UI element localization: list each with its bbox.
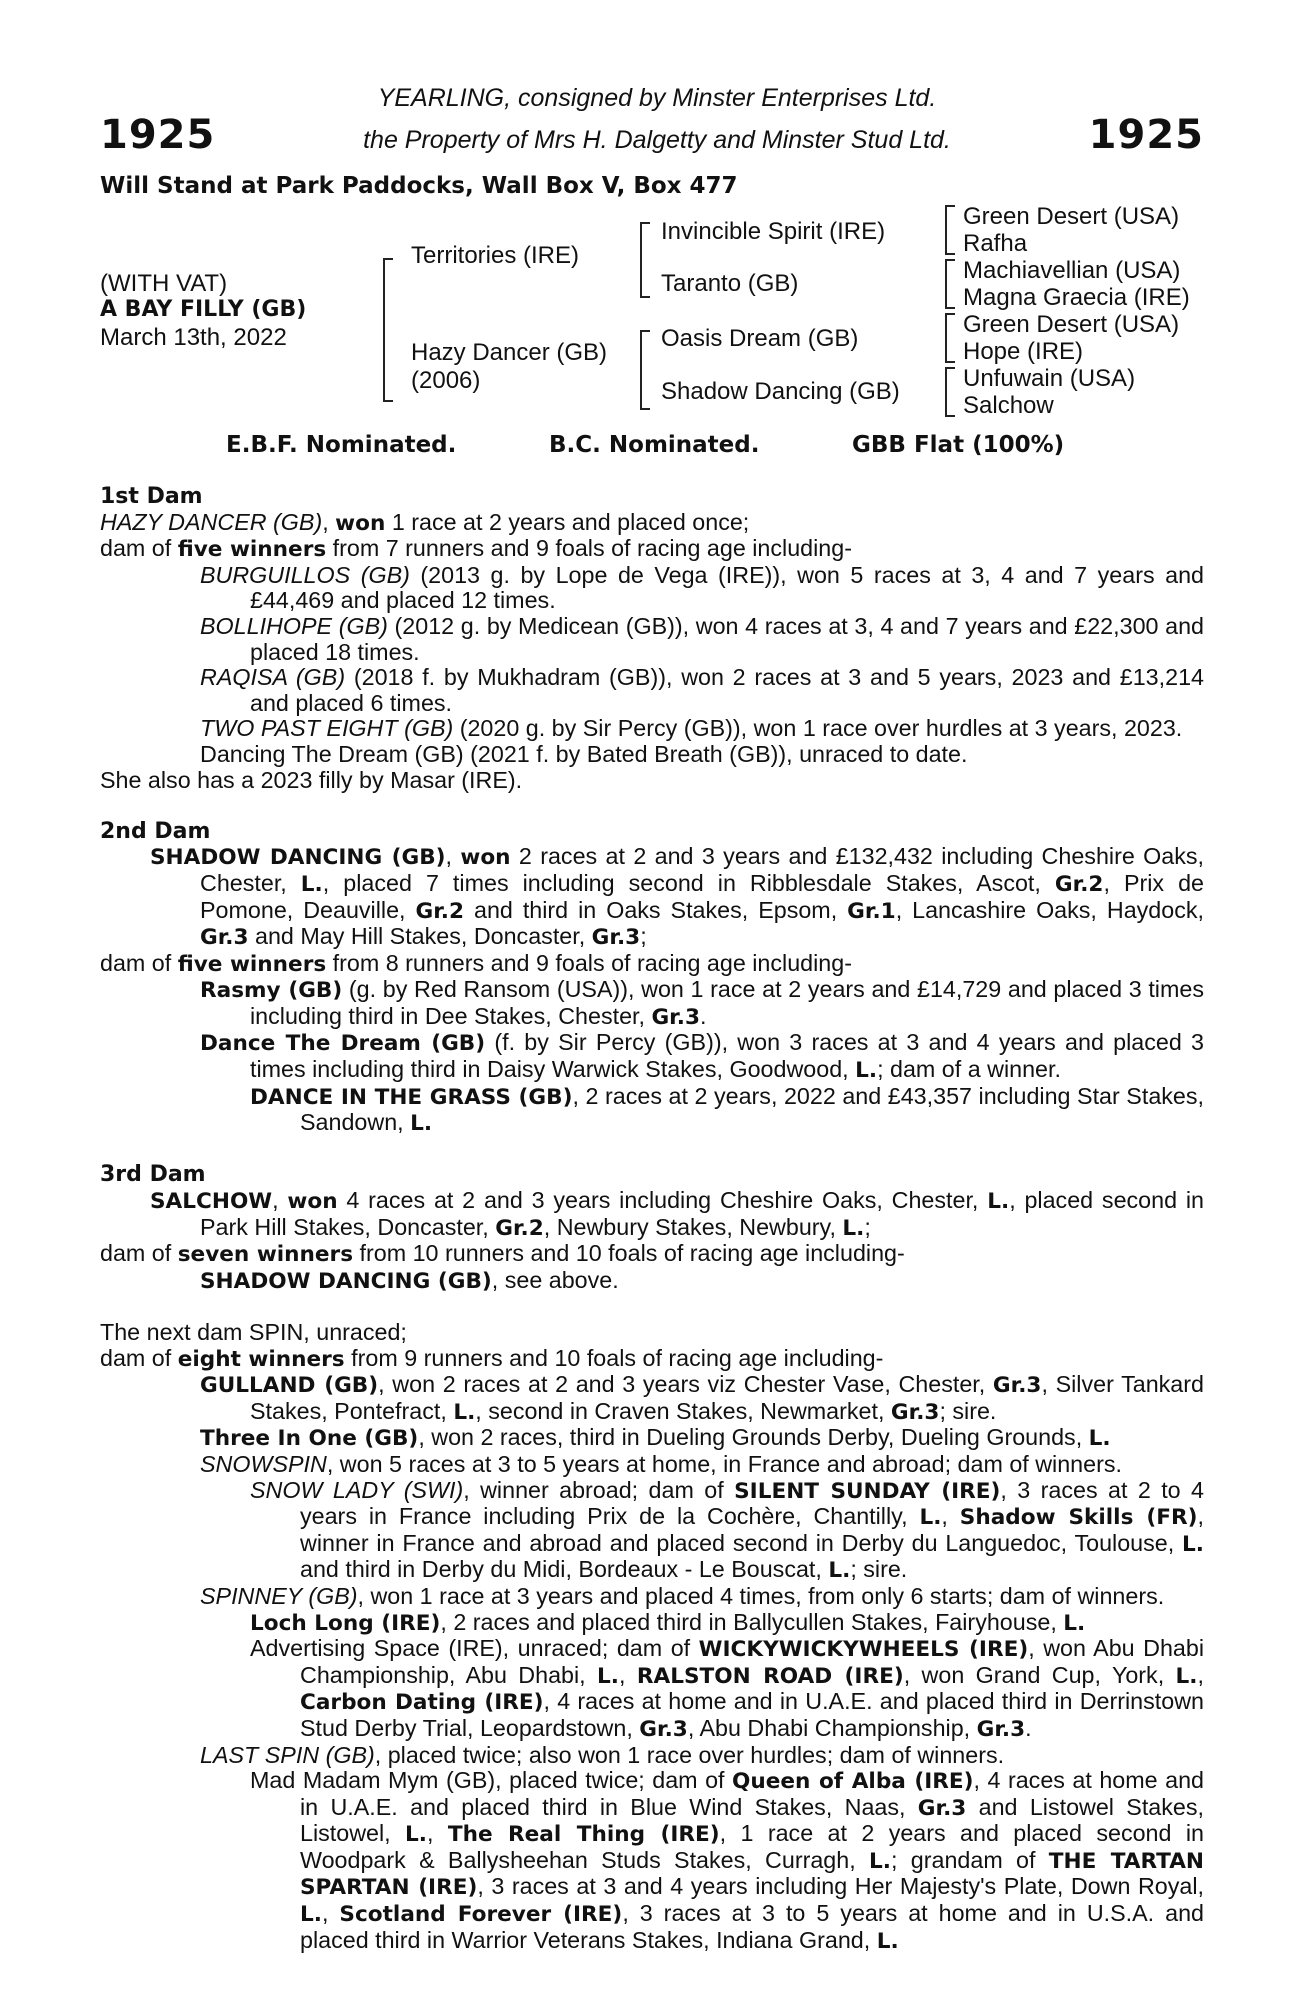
sire-sire: Invincible Spirit (IRE) (661, 218, 886, 245)
produce-entry: LAST SPIN (GB), placed twice; also won 1 race over hurdles; dam of winners. (200, 1741, 1005, 1768)
produce-entry: Three In One (GB), won 2 races, third in Dueling Grounds Derby, Dueling Grounds, L. (200, 1424, 1111, 1452)
dam: Hazy Dancer (GB) (411, 339, 608, 366)
horse-name: A BAY FILLY (GB) (100, 297, 307, 322)
ebf-nomination: E.B.F. Nominated. (226, 432, 457, 458)
produce-entry: GULLAND (GB), won 2 races at 2 and 3 years viz Chester Vase, Chester, Gr.3, Silver Tankard Stakes, Pontefract, L., second in Craven Stakes, Newmarket, Gr.3; sire. (200, 1371, 1204, 1425)
produce-summary: dam of eight winners from 9 runners and 10 foals of racing age including- (100, 1344, 884, 1372)
foaling-date: March 13th, 2022 (100, 324, 287, 351)
great-grandam: Rafha (963, 230, 1028, 257)
pedigree-brace (945, 259, 955, 309)
pedigree-brace (945, 205, 955, 255)
dam-dam: Shadow Dancing (GB) (661, 378, 900, 405)
great-grandam: Magna Graecia (IRE) (963, 284, 1190, 311)
great-grandsire: Unfuwain (USA) (963, 365, 1136, 392)
section-heading: 1st Dam (100, 484, 203, 509)
dam-year: (2006) (411, 367, 481, 394)
great-grandam: Hope (IRE) (963, 338, 1084, 365)
section-heading: 2nd Dam (100, 818, 211, 844)
produce-entry: SPINNEY (GB), won 1 race at 3 years and placed 4 times, from only 6 starts; dam of winners. (200, 1582, 1165, 1609)
produce-note: She also has a 2023 filly by Masar (IRE). (100, 766, 523, 793)
produce-entry: DANCE IN THE GRASS (GB), 2 races at 2 years, 2022 and £43,357 including Star Stakes, Sandown, L. (250, 1082, 1205, 1137)
produce-entry: SHADOW DANCING (GB), see above. (200, 1266, 619, 1294)
produce-summary: dam of seven winners from 10 runners and 10 foals of racing age including- (100, 1240, 905, 1268)
bc-nomination: B.C. Nominated. (549, 432, 760, 458)
produce-entry: RAQISA (GB) (2018 f. by Mukhadram (GB)), won 2 races at 3 and 5 years, 2023 and £13,214 and placed 6 times. (200, 664, 1204, 716)
produce-summary: dam of five winners from 7 runners and 9 foals of racing age including- (100, 535, 852, 563)
lot-number-left: 1925 (100, 112, 216, 158)
catalogue-body (100, 484, 1204, 1954)
produce-entry: BURGUILLOS (GB) (2013 g. by Lope de Vega (IRE)), won 5 races at 3, 4 and 7 years and £44,469 and placed 12 times. (200, 561, 1205, 614)
pedigree-brace (383, 258, 393, 402)
produce-entry: SNOW LADY (SWI), winner abroad; dam of SILENT SUNDAY (IRE), 3 races at 2 to 4 years in France including Prix de la Cochère, Chantilly, L., Shadow Skills (FR), winner in France and abroad and placed second in Derby du Languedoc, Toulouse, L. and third in Derby du Midi, Bordeaux - Le Bouscat, L.; sire. (250, 1476, 1204, 1584)
dam-sire: Oasis Dream (GB) (661, 325, 859, 352)
produce-entry: BOLLIHOPE (GB) (2012 g. by Medicean (GB)), won 4 races at 3, 4 and 7 years and £22,300 and placed 18 times. (200, 612, 1204, 665)
section-heading: 3rd Dam (100, 1162, 206, 1188)
dam-record: SHADOW DANCING (GB), won 2 races at 2 and 3 years and £132,432 including Cheshire Oaks, Chester, L., placed 7 times including second in Ribblesdale Stakes, Ascot, Gr.2, Prix de Pomone, Deauville, Gr.2 and third in Oaks Stakes, Epsom, Gr.1, Lancashire Oaks, Haydock, Gr.3 and May Hill Stakes, Doncaster, Gr.3; (150, 843, 1205, 951)
great-grandsire: Green Desert (USA) (963, 311, 1180, 338)
produce-entry: SNOWSPIN, won 5 races at 3 to 5 years at home, in France and abroad; dam of winners. (200, 1450, 1122, 1477)
produce-entry: Rasmy (GB) (g. by Red Ransom (USA)), won 1 race at 2 years and £14,729 and placed 3 times including third in Dee Stakes, Chester, Gr.3. (200, 976, 1204, 1030)
gbb-status: GBB Flat (100%) (852, 432, 1065, 458)
pedigree-brace (640, 330, 650, 410)
property-line: the Property of Mrs H. Dalgetty and Minster Stud Ltd. (363, 126, 951, 154)
dam-record: SALCHOW, won 4 races at 2 and 3 years including Cheshire Oaks, Chester, L., placed second in Park Hill Stakes, Doncaster, Gr.2, Newbury Stakes, Newbury, L.; (150, 1187, 1204, 1241)
produce-entry: Advertising Space (IRE), unraced; dam of WICKYWICKYWHEELS (IRE), won Abu Dhabi Championship, Abu Dhabi, L., RALSTON ROAD (IRE), won Grand Cup, York, L., Carbon Dating (IRE), 4 races at home and in U.A.E. and placed third in Derrinstown Stud Derby Trial, Leopardstown, Gr.3, Abu Dhabi Championship, Gr.3. (250, 1635, 1204, 1742)
dam-record: HAZY DANCER (GB), won 1 race at 2 years and placed once; (100, 508, 750, 536)
sire: Territories (IRE) (411, 242, 580, 269)
great-grandam: Salchow (963, 392, 1054, 419)
consignor-line: YEARLING, consigned by Minster Enterprises Ltd. (377, 84, 937, 112)
produce-entry: Loch Long (IRE), 2 races and placed third in Ballycullen Stakes, Fairyhouse, L. (250, 1608, 1086, 1636)
lot-number-right: 1925 (1088, 112, 1204, 158)
sire-dam: Taranto (GB) (661, 270, 799, 297)
produce-entry: Mad Madam Mym (GB), placed twice; dam of Queen of Alba (IRE), 4 races at home and in U.A.E. and placed third in Blue Wind Stakes, Naas, Gr.3 and Listowel Stakes, Listowel, L., The Real Thing (IRE), 1 race at 2 years and placed second in Woodpark & Ballysheehan Studs Stakes, Curragh, L.; grandam of THE TARTAN SPARTAN (IRE), 3 races at 3 and 4 years including Her Majesty's Plate, Down Royal, L., Scotland Forever (IRE), 3 races at 3 to 5 years at home and in U.S.A. and placed third in Warrior Veterans Stakes, Indiana Grand, L. (250, 1767, 1204, 1954)
great-grandsire: Machiavellian (USA) (963, 257, 1181, 284)
produce-summary: dam of five winners from 8 runners and 9 foals of racing age including- (100, 949, 852, 977)
pedigree-brace (945, 313, 955, 363)
vat-note: (WITH VAT) (100, 270, 228, 297)
produce-entry: TWO PAST EIGHT (GB) (2020 g. by Sir Percy (GB)), won 1 race over hurdles at 3 years, 2023. (200, 715, 1183, 742)
pedigree-brace (640, 222, 650, 298)
produce-entry: Dancing The Dream (GB) (2021 f. by Bated Breath (GB)), unraced to date. (200, 740, 968, 767)
next-dam-record: The next dam SPIN, unraced; (100, 1319, 407, 1345)
produce-entry: Dance The Dream (GB) (f. by Sir Percy (GB)), won 3 races at 3 and 4 years and placed 3 times including third in Daisy Warwick Stakes, Goodwood, L.; dam of a winner. (200, 1029, 1204, 1084)
great-grandsire: Green Desert (USA) (963, 203, 1180, 230)
pedigree-brace (945, 367, 955, 417)
stand-location: Will Stand at Park Paddocks, Wall Box V, Box 477 (100, 173, 738, 199)
